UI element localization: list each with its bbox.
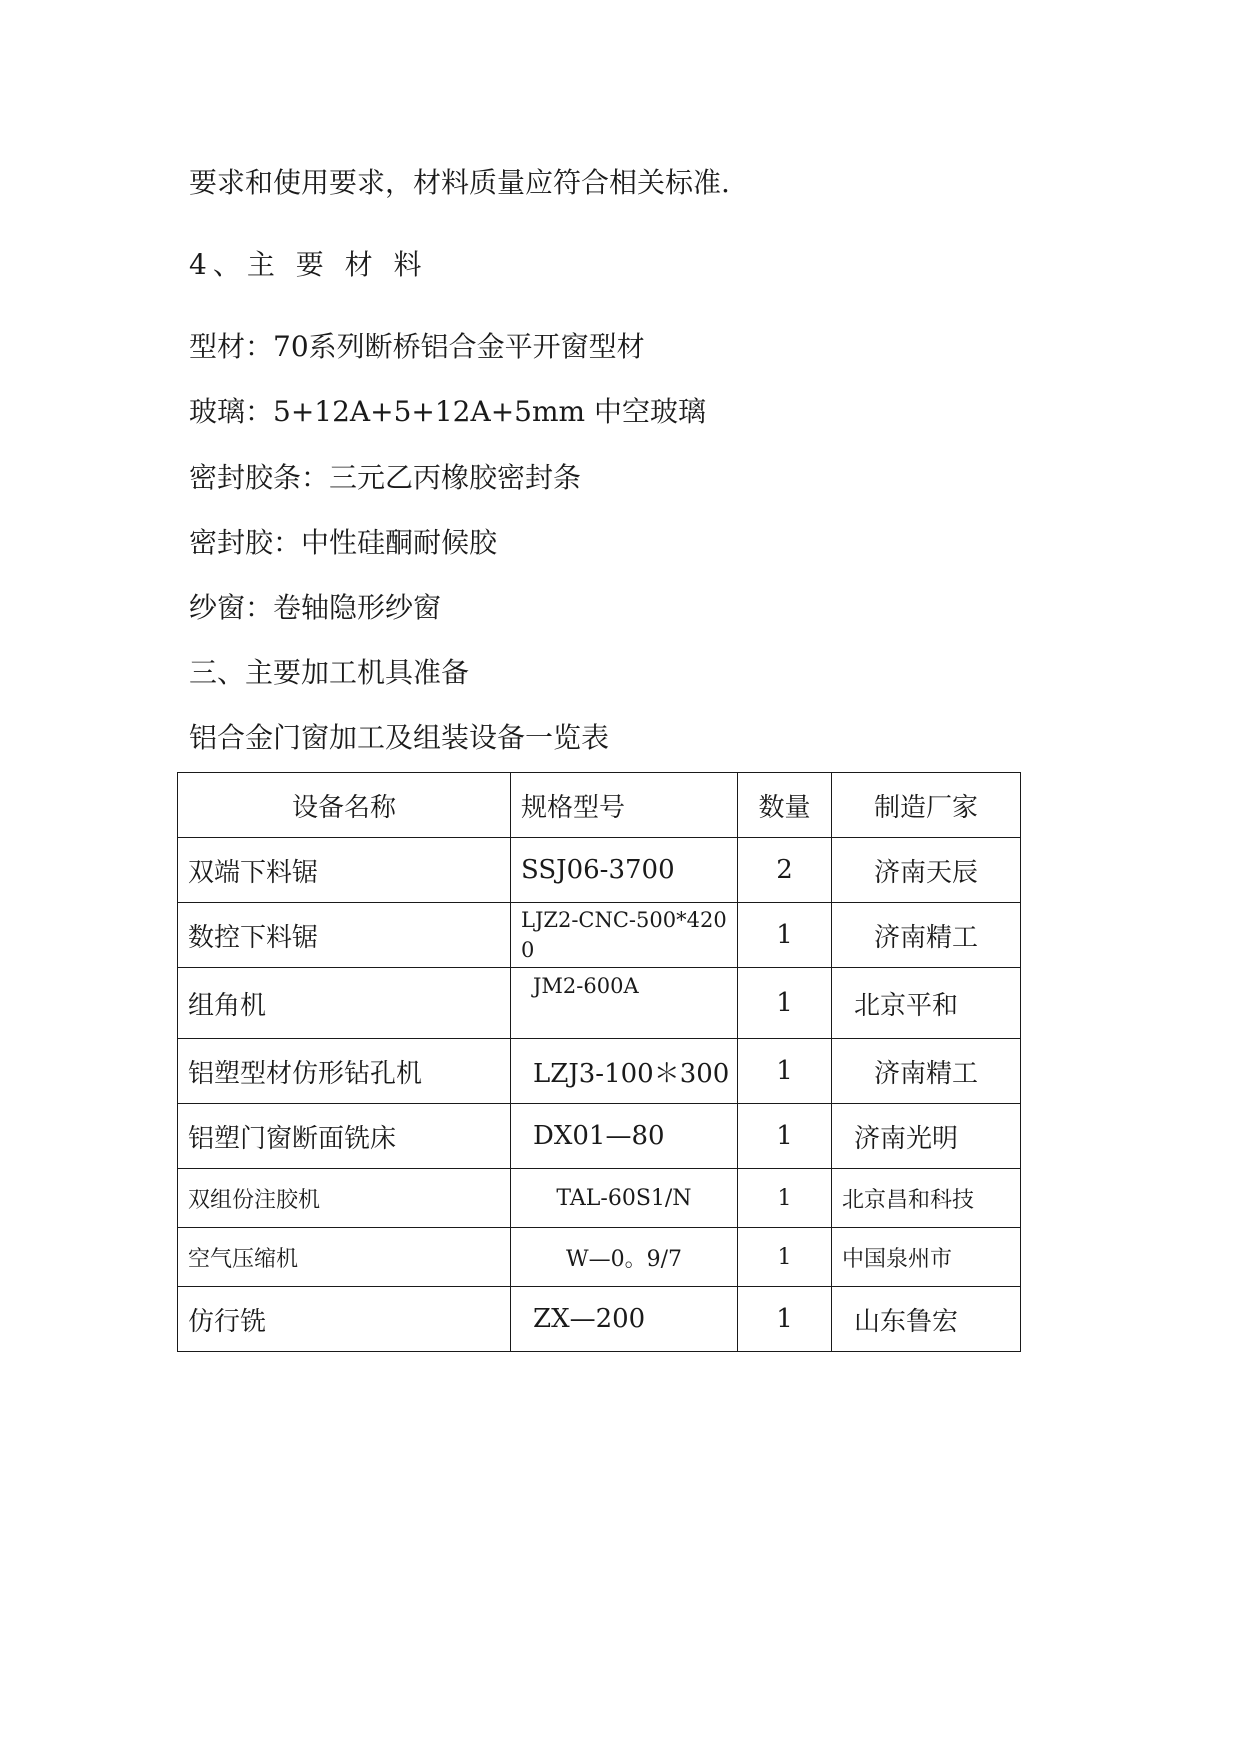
cell-qty: 1 — [738, 1039, 832, 1104]
header-qty: 数量 — [738, 773, 832, 838]
material-sealing-strip: 密封胶条：三元乙丙橡胶密封条 — [189, 461, 582, 494]
table-row — [178, 903, 1021, 968]
section-heading-materials: 4、主 要 材 料 — [189, 248, 428, 281]
table-row — [178, 1287, 1021, 1352]
table-header-row — [178, 773, 1021, 838]
cell-qty: 1 — [738, 968, 832, 1039]
cell-name: 组角机 — [178, 968, 511, 1039]
table-row — [178, 968, 1021, 1039]
table-row — [178, 1228, 1021, 1287]
material-sealant: 密封胶：中性硅酮耐候胶 — [189, 526, 498, 559]
cell-spec: LJZ2-CNC-500*4200 — [511, 903, 738, 968]
material-profile: 型材：70系列断桥铝合金平开窗型材 — [189, 330, 645, 363]
table-row — [178, 1169, 1021, 1228]
cell-maker: 济南精工 — [832, 903, 1021, 968]
cell-qty: 1 — [738, 903, 832, 968]
cell-maker: 济南光明 — [832, 1104, 1021, 1169]
cell-name: 仿行铣 — [178, 1287, 511, 1352]
header-spec: 规格型号 — [511, 773, 738, 838]
cell-maker: 济南精工 — [832, 1039, 1021, 1104]
cell-maker: 中国泉州市 — [832, 1228, 1021, 1287]
cell-spec: DX01—80 — [511, 1104, 738, 1169]
table-row — [178, 838, 1021, 903]
cell-name: 铝塑门窗断面铣床 — [178, 1104, 511, 1169]
body-paragraph: 要求和使用要求，材料质量应符合相关标准. — [189, 166, 730, 199]
cell-spec: W—0。9/7 — [511, 1228, 738, 1287]
cell-spec: TAL-60S1/N — [511, 1169, 738, 1228]
equipment-table — [177, 772, 1021, 1352]
section-heading-equipment: 三、主要加工机具准备 — [189, 656, 470, 689]
cell-qty: 1 — [738, 1104, 832, 1169]
header-name: 设备名称 — [178, 773, 511, 838]
table-caption: 铝合金门窗加工及组装设备一览表 — [189, 721, 610, 754]
table-row — [178, 1104, 1021, 1169]
cell-spec: LZJ3-100＊300 — [511, 1039, 738, 1104]
cell-name: 铝塑型材仿形钻孔机 — [178, 1039, 511, 1104]
cell-name: 空气压缩机 — [178, 1228, 511, 1287]
cell-qty: 1 — [738, 1287, 832, 1352]
cell-qty: 2 — [738, 838, 832, 903]
cell-name: 数控下料锯 — [178, 903, 511, 968]
cell-spec: JM2-600A — [511, 968, 738, 1039]
cell-maker: 山东鲁宏 — [832, 1287, 1021, 1352]
table-row — [178, 1039, 1021, 1104]
cell-spec: SSJ06-3700 — [511, 838, 738, 903]
cell-qty: 1 — [738, 1169, 832, 1228]
cell-name: 双端下料锯 — [178, 838, 511, 903]
material-screen: 纱窗：卷轴隐形纱窗 — [189, 591, 442, 624]
cell-maker: 北京昌和科技 — [832, 1169, 1021, 1228]
material-glass: 玻璃：5+12A+5+12A+5mm 中空玻璃 — [189, 395, 706, 428]
cell-name: 双组份注胶机 — [178, 1169, 511, 1228]
cell-maker: 北京平和 — [832, 968, 1021, 1039]
header-maker: 制造厂家 — [832, 773, 1021, 838]
cell-maker: 济南天辰 — [832, 838, 1021, 903]
cell-spec: ZX—200 — [511, 1287, 738, 1352]
cell-qty: 1 — [738, 1228, 832, 1287]
